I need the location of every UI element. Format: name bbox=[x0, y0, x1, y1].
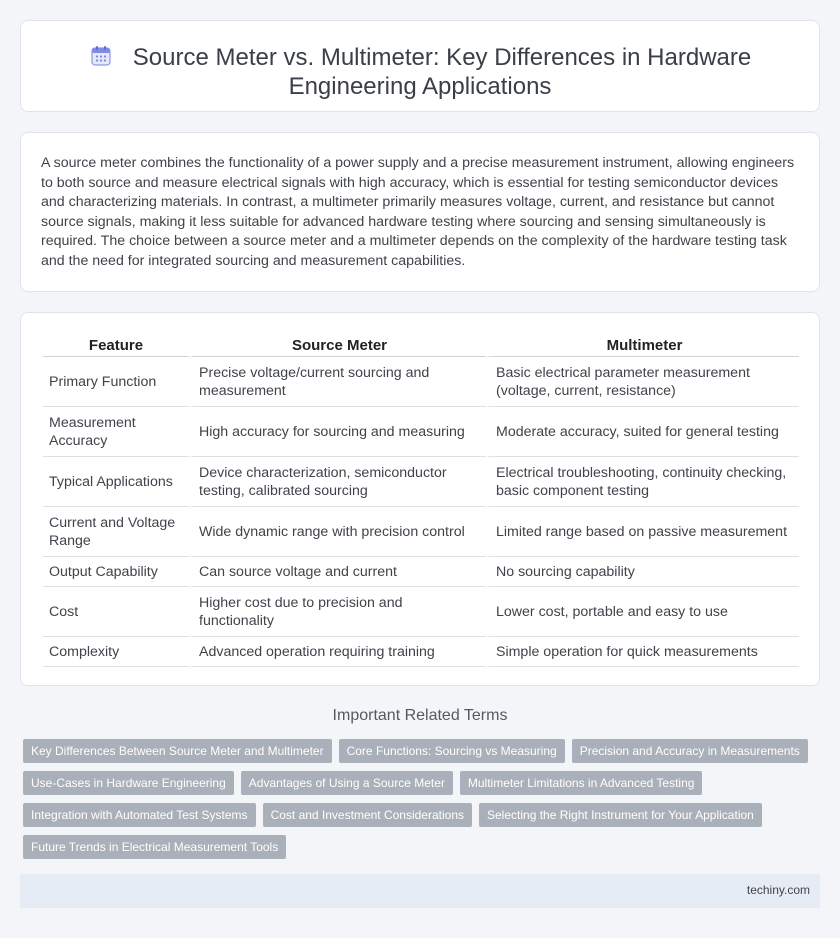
table-row bbox=[43, 457, 799, 507]
table-row bbox=[43, 637, 799, 667]
feature-cell: Current and Voltage Range bbox=[43, 507, 189, 557]
source-meter-cell: Device characterization, semiconductor testing, calibrated sourcing bbox=[189, 457, 486, 507]
related-tag[interactable]: Multimeter Limitations in Advanced Testing bbox=[460, 771, 703, 795]
related-tag[interactable]: Key Differences Between Source Meter and Multimeter bbox=[23, 739, 332, 763]
source-meter-cell: Advanced operation requiring training bbox=[189, 637, 486, 667]
table-row bbox=[43, 557, 799, 587]
related-tag[interactable]: Integration with Automated Test Systems bbox=[23, 803, 256, 827]
multimeter-cell: Simple operation for quick measurements bbox=[486, 637, 799, 667]
multimeter-cell: Moderate accuracy, suited for general testing bbox=[486, 407, 799, 457]
table-row bbox=[43, 507, 799, 557]
page-title-wrap bbox=[81, 43, 759, 101]
header-feature: Feature bbox=[43, 333, 189, 357]
source-meter-cell: Precise voltage/current sourcing and measurement bbox=[189, 357, 486, 407]
footer-site[interactable]: techiny.com bbox=[746, 883, 810, 897]
table-header-row bbox=[43, 333, 799, 357]
table-row bbox=[43, 357, 799, 407]
multimeter-cell: Electrical troubleshooting, continuity checking, basic component testing bbox=[486, 457, 799, 507]
header-multimeter: Multimeter bbox=[486, 333, 799, 357]
intro-paragraph: A source meter combines the functionality of a power supply and a precise measurement instrument, allowing engineers to both source and measure electrical signals with high accuracy, which is essential for testing semiconductor devices and characterizing materials. In contrast, a multimeter primarily measures voltage, current, and resistance but cannot source signals, making it less suitable for advanced hardware testing where sourcing and sensing simultaneously is required. The choice between a source meter and a multimeter depends on the complexity of the hardware testing task and the need for integrated sourcing and measurement capabilities. bbox=[41, 155, 795, 269]
table-row bbox=[43, 587, 799, 637]
feature-cell: Measurement Accuracy bbox=[43, 407, 189, 457]
table-row bbox=[43, 407, 799, 457]
comparison-table bbox=[43, 333, 799, 667]
related-tag[interactable]: Selecting the Right Instrument for Your Application bbox=[479, 803, 762, 827]
related-tag[interactable]: Future Trends in Electrical Measurement Tools bbox=[23, 835, 286, 859]
page-title: Source Meter vs. Multimeter: Key Differences in Hardware Engineering Applications bbox=[132, 44, 752, 100]
source-meter-cell: Can source voltage and current bbox=[189, 557, 486, 587]
feature-cell: Output Capability bbox=[43, 557, 189, 587]
multimeter-cell: Basic electrical parameter measurement (voltage, current, resistance) bbox=[486, 357, 799, 407]
calendar-grid-icon bbox=[89, 44, 113, 68]
footer bbox=[20, 874, 820, 908]
multimeter-cell: No sourcing capability bbox=[486, 557, 799, 587]
comparison-card bbox=[20, 312, 820, 686]
source-meter-cell: High accuracy for sourcing and measuring bbox=[189, 407, 486, 457]
header-source-meter: Source Meter bbox=[189, 333, 486, 357]
multimeter-cell: Limited range based on passive measurement bbox=[486, 507, 799, 557]
related-tag[interactable]: Cost and Investment Considerations bbox=[263, 803, 472, 827]
related-terms-title: Important Related Terms bbox=[332, 707, 508, 724]
source-meter-cell: Higher cost due to precision and functionality bbox=[189, 587, 486, 637]
source-meter-cell: Wide dynamic range with precision control bbox=[189, 507, 486, 557]
intro-card bbox=[20, 132, 820, 292]
related-tag[interactable]: Core Functions: Sourcing vs Measuring bbox=[339, 739, 565, 763]
related-terms-tags bbox=[23, 739, 813, 867]
related-tag[interactable]: Use-Cases in Hardware Engineering bbox=[23, 771, 234, 795]
multimeter-cell: Lower cost, portable and easy to use bbox=[486, 587, 799, 637]
feature-cell: Primary Function bbox=[43, 357, 189, 407]
feature-cell: Cost bbox=[43, 587, 189, 637]
feature-cell: Complexity bbox=[43, 637, 189, 667]
feature-cell: Typical Applications bbox=[43, 457, 189, 507]
related-tag[interactable]: Advantages of Using a Source Meter bbox=[241, 771, 453, 795]
title-card bbox=[20, 20, 820, 112]
related-tag[interactable]: Precision and Accuracy in Measurements bbox=[572, 739, 808, 763]
